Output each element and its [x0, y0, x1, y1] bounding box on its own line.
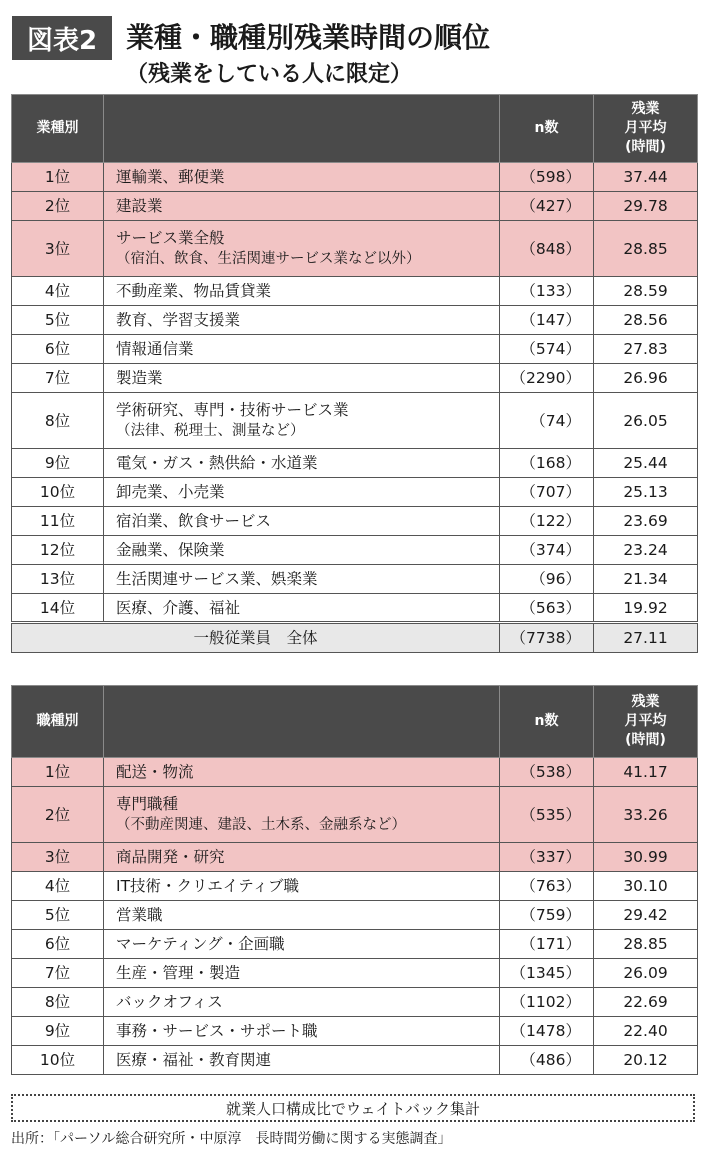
n-cell: （2290） [500, 364, 594, 393]
industry-table [11, 94, 698, 653]
table-row [12, 930, 698, 959]
n-cell: （1102） [500, 988, 594, 1017]
table-row [12, 393, 698, 449]
name-cell [104, 163, 500, 192]
n-cell: （96） [500, 565, 594, 594]
table-row [12, 843, 698, 872]
avg-cell: 27.83 [594, 335, 698, 364]
table-row [12, 449, 698, 478]
name-cell [104, 306, 500, 335]
table-row [12, 758, 698, 787]
name-label: 生活関連サービス業、娯楽業 [116, 570, 318, 588]
avg-cell: 25.13 [594, 478, 698, 507]
table-row [12, 277, 698, 306]
n-cell: （171） [500, 930, 594, 959]
avg-header [594, 95, 698, 163]
rank-cell: 6位 [12, 335, 104, 364]
name-header [104, 686, 500, 758]
table-row [12, 901, 698, 930]
rank-cell: 3位 [12, 843, 104, 872]
weighting-note: 就業人口構成比でウェイトバック集計 [11, 1094, 695, 1122]
name-label: 情報通信業 [116, 340, 194, 358]
table-row [12, 1017, 698, 1046]
name-cell [104, 872, 500, 901]
n-cell: （337） [500, 843, 594, 872]
name-label: 専門職種 [116, 795, 179, 813]
n-cell: （598） [500, 163, 594, 192]
avg-cell: 23.69 [594, 507, 698, 536]
table-row [12, 988, 698, 1017]
n-cell: （759） [500, 901, 594, 930]
n-cell: （538） [500, 758, 594, 787]
n-cell: （707） [500, 478, 594, 507]
rank-cell: 12位 [12, 536, 104, 565]
rank-cell: 1位 [12, 163, 104, 192]
name-cell [104, 988, 500, 1017]
name-sublabel: （宿泊、飲食、生活関連サービス業など以外） [116, 251, 421, 267]
avg-cell: 26.05 [594, 393, 698, 449]
avg-header-line1: 残業 [631, 694, 660, 710]
total-n: （7738） [500, 623, 594, 653]
total-avg: 27.11 [594, 623, 698, 653]
rank-cell: 10位 [12, 1046, 104, 1075]
n-cell: （848） [500, 221, 594, 277]
total-label: 一般従業員 全体 [12, 623, 500, 653]
n-cell: （574） [500, 335, 594, 364]
rank-cell: 5位 [12, 901, 104, 930]
avg-cell: 28.85 [594, 221, 698, 277]
avg-cell: 19.92 [594, 594, 698, 623]
name-label: 教育、学習支援業 [116, 311, 241, 329]
table-header-row [12, 686, 698, 758]
avg-cell: 30.10 [594, 872, 698, 901]
category-header: 職種別 [12, 686, 104, 758]
name-label: 卸売業、小売業 [116, 483, 225, 501]
figure-label: 図表2 [12, 16, 112, 60]
name-cell [104, 221, 500, 277]
n-cell: （563） [500, 594, 594, 623]
name-label: 医療、介護、福祉 [116, 598, 241, 617]
name-label: バックオフィス [116, 993, 223, 1011]
avg-header [594, 686, 698, 758]
name-cell [104, 565, 500, 594]
n-header: n数 [500, 686, 594, 758]
rank-cell: 5位 [12, 306, 104, 335]
source-citation: 出所：「パーソル総合研究所・中原淳 長時間労働に関する実態調査」 [11, 1131, 452, 1147]
name-label: 製造業 [116, 369, 163, 387]
table-row [12, 478, 698, 507]
avg-header-line1: 残業 [631, 101, 660, 117]
avg-cell: 29.78 [594, 192, 698, 221]
name-cell [104, 843, 500, 872]
avg-cell: 28.85 [594, 930, 698, 959]
avg-cell: 30.99 [594, 843, 698, 872]
name-label: マーケティング・企画職 [116, 935, 285, 953]
table-row [12, 192, 698, 221]
table-row [12, 163, 698, 192]
figure-title: 業種・職種別残業時間の順位 [126, 21, 491, 54]
name-label: 営業職 [116, 906, 163, 924]
n-header: n数 [500, 95, 594, 163]
rank-cell: 8位 [12, 393, 104, 449]
name-label: 学術研究、専門・技術サービス業 [116, 401, 349, 419]
table-row [12, 507, 698, 536]
rank-cell: 11位 [12, 507, 104, 536]
table-row [12, 565, 698, 594]
category-header: 業種別 [12, 95, 104, 163]
avg-cell: 22.69 [594, 988, 698, 1017]
name-label: 不動産業、物品賃貸業 [116, 282, 272, 300]
n-cell: （1478） [500, 1017, 594, 1046]
name-label: 運輸業、郵便業 [116, 168, 225, 186]
rank-cell: 7位 [12, 364, 104, 393]
rank-cell: 13位 [12, 565, 104, 594]
rank-cell: 2位 [12, 787, 104, 843]
figure-subtitle: （残業をしている人に限定） [126, 62, 413, 87]
avg-cell: 26.09 [594, 959, 698, 988]
name-cell [104, 364, 500, 393]
name-label: 事務・サービス・サポート職 [116, 1022, 318, 1040]
rank-cell: 7位 [12, 959, 104, 988]
rank-cell: 9位 [12, 449, 104, 478]
name-cell [104, 758, 500, 787]
avg-cell: 33.26 [594, 787, 698, 843]
name-cell [104, 901, 500, 930]
total-row [12, 623, 698, 653]
name-cell [104, 1046, 500, 1075]
name-header [104, 95, 500, 163]
table-row [12, 335, 698, 364]
avg-header-line2: 月平均 [624, 120, 667, 136]
rank-cell: 10位 [12, 478, 104, 507]
avg-header-line2: 月平均 [624, 713, 667, 729]
rank-cell: 14位 [12, 594, 104, 623]
rank-cell: 6位 [12, 930, 104, 959]
n-cell: （374） [500, 536, 594, 565]
name-label: 電気・ガス・熱供給・水道業 [116, 454, 318, 472]
avg-cell: 22.40 [594, 1017, 698, 1046]
name-cell [104, 449, 500, 478]
table-row [12, 536, 698, 565]
avg-header-line3: (時間) [625, 139, 666, 155]
table-row [12, 306, 698, 335]
table-row [12, 787, 698, 843]
name-cell [104, 536, 500, 565]
table-row [12, 959, 698, 988]
table-row [12, 364, 698, 393]
avg-cell: 23.24 [594, 536, 698, 565]
rank-cell: 2位 [12, 192, 104, 221]
avg-header-line3: (時間) [625, 732, 666, 748]
name-cell [104, 787, 500, 843]
rank-cell: 3位 [12, 221, 104, 277]
table-row [12, 1046, 698, 1075]
n-cell: （486） [500, 1046, 594, 1075]
n-cell: （763） [500, 872, 594, 901]
avg-cell: 29.42 [594, 901, 698, 930]
avg-cell: 28.56 [594, 306, 698, 335]
occupation-table [11, 685, 698, 1075]
n-cell: （133） [500, 277, 594, 306]
name-cell [104, 507, 500, 536]
name-cell [104, 478, 500, 507]
rank-cell: 1位 [12, 758, 104, 787]
name-label: 生産・管理・製造 [116, 964, 241, 982]
name-label: サービス業全般 [116, 229, 225, 247]
name-cell [104, 594, 500, 623]
industry-table-body [12, 163, 698, 623]
rank-cell: 8位 [12, 988, 104, 1017]
name-cell [104, 930, 500, 959]
name-label: 金融業、保険業 [116, 541, 225, 559]
occupation-table-body [12, 758, 698, 1075]
name-sublabel: （法律、税理士、測量など） [116, 423, 305, 439]
n-cell: （147） [500, 306, 594, 335]
n-cell: （427） [500, 192, 594, 221]
n-cell: （1345） [500, 959, 594, 988]
avg-cell: 28.59 [594, 277, 698, 306]
n-cell: （122） [500, 507, 594, 536]
name-cell [104, 277, 500, 306]
name-label: 商品開発・研究 [116, 848, 225, 866]
n-cell: （535） [500, 787, 594, 843]
avg-cell: 26.96 [594, 364, 698, 393]
avg-cell: 21.34 [594, 565, 698, 594]
table-row [12, 872, 698, 901]
table-row [12, 221, 698, 277]
name-label: 宿泊業、飲食サービス [116, 512, 272, 530]
avg-cell: 25.44 [594, 449, 698, 478]
name-label: 建設業 [116, 197, 163, 215]
rank-cell: 4位 [12, 872, 104, 901]
name-label: 配送・物流 [116, 763, 194, 781]
name-cell [104, 192, 500, 221]
n-cell: （74） [500, 393, 594, 449]
avg-cell: 41.17 [594, 758, 698, 787]
name-cell [104, 393, 500, 449]
figure-header [12, 10, 702, 94]
avg-cell: 20.12 [594, 1046, 698, 1075]
name-cell [104, 959, 500, 988]
avg-cell: 37.44 [594, 163, 698, 192]
name-label: IT技術・クリエイティブ職 [116, 877, 299, 895]
name-cell [104, 335, 500, 364]
rank-cell: 9位 [12, 1017, 104, 1046]
rank-cell: 4位 [12, 277, 104, 306]
name-sublabel: （不動産関連、建設、土木系、金融系など） [116, 817, 406, 833]
n-cell: （168） [500, 449, 594, 478]
table-header-row [12, 95, 698, 163]
table-row [12, 594, 698, 623]
name-cell [104, 1017, 500, 1046]
name-label: 医療・福祉・教育関連 [116, 1051, 272, 1069]
